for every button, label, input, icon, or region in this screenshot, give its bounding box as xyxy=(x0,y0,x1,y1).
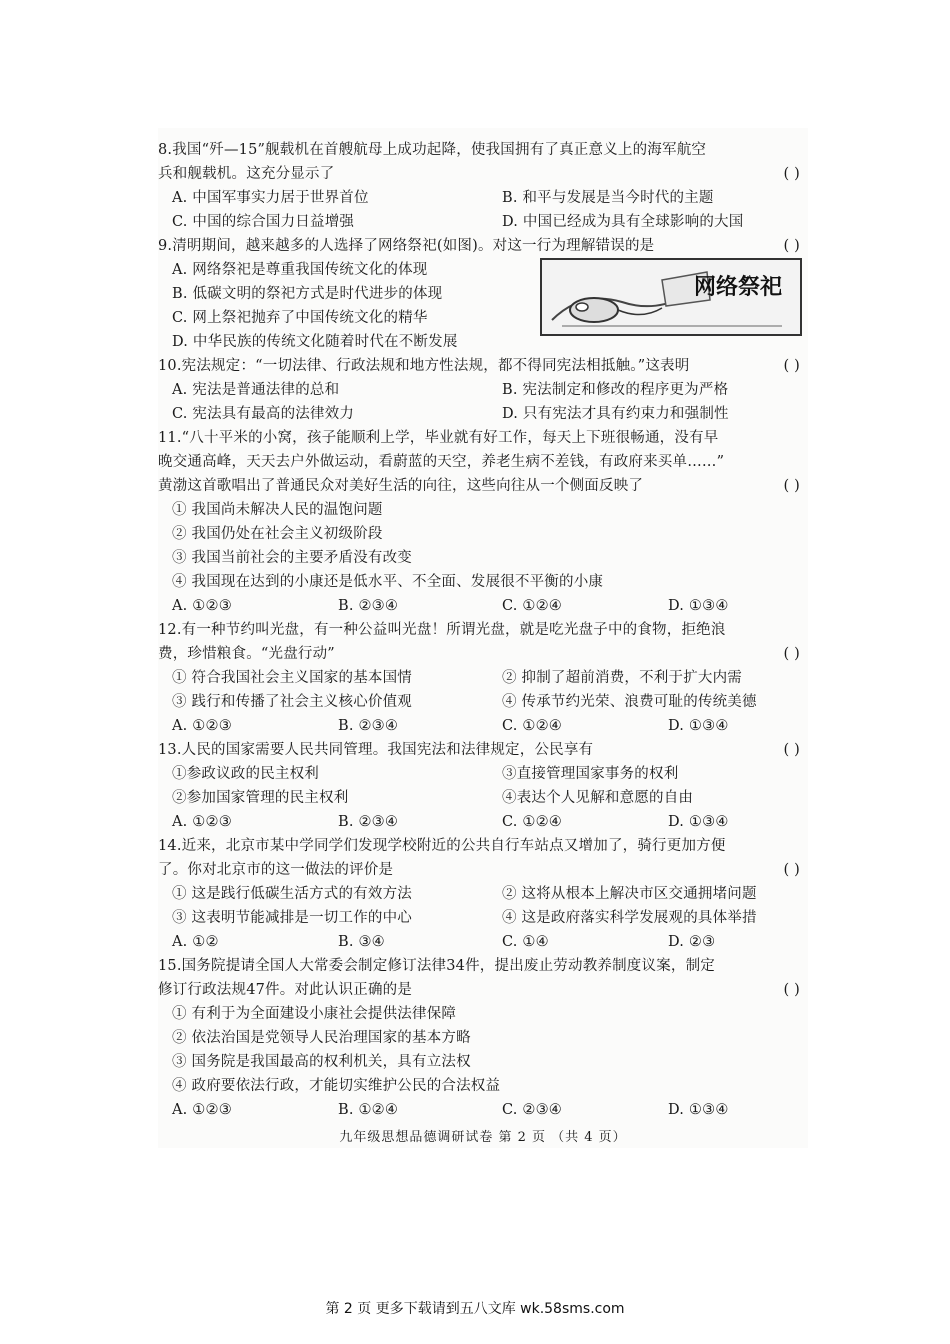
q15-options xyxy=(158,1098,808,1122)
option-c: C. ①②④ xyxy=(502,598,562,614)
option-c: C. ①②④ xyxy=(502,718,562,734)
option-c: C. ②③④ xyxy=(502,1102,562,1118)
q15-item-3 xyxy=(158,1050,808,1074)
q8-stem-line-1: 8.我国“歼—15”舰载机在首艘航母上成功起降，使我国拥有了真正意义上的海军航空 xyxy=(158,142,707,158)
option-b: B. ③④ xyxy=(338,934,385,950)
option-d: D. 只有宪法才具有约束力和强制性 xyxy=(502,406,729,422)
q14-stem-line-1: 14.近来，北京市某中学同学们发现学校附近的公共自行车站点又增加了，骑行更加方便 xyxy=(158,838,726,854)
statement-item: ④ 传承节约光荣、浪费可耻的传统美德 xyxy=(502,694,757,710)
statement-item: ③ 我国当前社会的主要矛盾没有改变 xyxy=(172,550,413,566)
option-a: A. ①②③ xyxy=(172,814,232,830)
online-memorial-illustration xyxy=(540,258,802,336)
q12-options xyxy=(158,714,808,738)
q15-stem-text: 修订行政法规47件。对此认识正确的是 xyxy=(158,982,413,998)
illustration-caption: 网络祭祀 xyxy=(693,275,782,300)
q12-stem-line-2 xyxy=(158,642,808,666)
q8-options-row-1 xyxy=(158,186,808,210)
option-b: B. ②③④ xyxy=(338,814,399,830)
option-c: C. 中国的综合国力日益增强 xyxy=(172,214,355,230)
option-d: D. ①③④ xyxy=(668,814,729,830)
q14-stem-text: 了。你对北京市的这一做法的评价是 xyxy=(158,862,394,878)
answer-paren: ( ) xyxy=(783,478,800,494)
option-d: D. ①③④ xyxy=(668,718,729,734)
q13-stem-text: 13.人民的国家需要人民共同管理。我国宪法和法律规定，公民享有 xyxy=(158,742,594,758)
option-d: D. 中华民族的传统文化随着时代在不断发展 xyxy=(172,334,458,350)
q12-items-row-2 xyxy=(158,690,808,714)
q9-option-a xyxy=(158,258,528,282)
q11-item-2 xyxy=(158,522,808,546)
option-b: B. 和平与发展是当今时代的主题 xyxy=(502,190,714,206)
option-a: A. 网络祭祀是尊重我国传统文化的体现 xyxy=(172,262,428,278)
q15-item-1 xyxy=(158,1002,808,1026)
q13-items-row-2 xyxy=(158,786,808,810)
option-b: B. ②③④ xyxy=(338,598,399,614)
answer-paren: ( ) xyxy=(783,358,800,374)
option-c: C. 网上祭祀抛弃了中国传统文化的精华 xyxy=(172,310,428,326)
statement-item: ① 有利于为全面建设小康社会提供法律保障 xyxy=(172,1006,457,1022)
q14-items-row-2 xyxy=(158,906,808,930)
answer-paren: ( ) xyxy=(783,862,800,878)
q14-items-row-1 xyxy=(158,882,808,906)
option-d: D. ①③④ xyxy=(668,1102,729,1118)
q8-options-row-2 xyxy=(158,210,808,234)
statement-item: ①参政议政的民主权利 xyxy=(172,766,319,782)
scanned-exam-page xyxy=(158,128,808,1148)
statement-item: ② 依法治国是党领导人民治理国家的基本方略 xyxy=(172,1030,471,1046)
statement-item: ③ 践行和传播了社会主义核心价值观 xyxy=(172,694,413,710)
option-d: D. ②③ xyxy=(668,934,716,950)
q11-item-3 xyxy=(158,546,808,570)
q9-option-b xyxy=(158,282,528,306)
statement-item: ② 我国仍处在社会主义初级阶段 xyxy=(172,526,383,542)
q11-stem-line-2: 晚交通高峰，天天去户外做运动，看蔚蓝的天空，养老生病不差钱，有政府来买单……” xyxy=(158,454,725,470)
q14-stem-line-2 xyxy=(158,858,808,882)
option-a: A. 中国军事实力居于世界首位 xyxy=(172,190,369,206)
q10-stem-line-1 xyxy=(158,354,808,378)
option-d: D. ①③④ xyxy=(668,598,729,614)
download-footer: 第 2 页 更多下载请到五八文库 wk.58sms.com xyxy=(325,1301,625,1317)
q12-stem-text: 费，珍惜粮食。“光盘行动” xyxy=(158,646,335,662)
exam-page-footer: 九年级思想品德调研试卷 第 2 页 （共 4 页） xyxy=(339,1130,627,1145)
answer-paren: ( ) xyxy=(783,742,800,758)
q13-items-row-1 xyxy=(158,762,808,786)
statement-item: ②参加国家管理的民主权利 xyxy=(172,790,349,806)
statement-item: ① 符合我国社会主义国家的基本国情 xyxy=(172,670,413,686)
q11-stem-line-1: 11.“八十平米的小窝，孩子能顺利上学，毕业就有好工作，每天上下班很畅通，没有早 xyxy=(158,430,719,446)
option-b: B. 低碳文明的祭祀方式是时代进步的体现 xyxy=(172,286,443,302)
q15-stem-line-2 xyxy=(158,978,808,1002)
option-a: A. ①②③ xyxy=(172,598,232,614)
option-c: C. 宪法具有最高的法律效力 xyxy=(172,406,355,422)
q11-stem-line-3 xyxy=(158,474,808,498)
q9-option-c xyxy=(158,306,528,330)
q12-items-row-1 xyxy=(158,666,808,690)
q15-item-2 xyxy=(158,1026,808,1050)
answer-paren: ( ) xyxy=(783,646,800,662)
statement-item: ③ 国务院是我国最高的权利机关，具有立法权 xyxy=(172,1054,471,1070)
option-b: B. ②③④ xyxy=(338,718,399,734)
statement-item: ③直接管理国家事务的权利 xyxy=(502,766,679,782)
option-c: C. ①②④ xyxy=(502,814,562,830)
q11-options xyxy=(158,594,808,618)
q13-stem-line-1 xyxy=(158,738,808,762)
option-a: A. ①②③ xyxy=(172,718,232,734)
option-a: A. ①②③ xyxy=(172,1102,232,1118)
q10-options-row-1 xyxy=(158,378,808,402)
option-a: A. ①② xyxy=(172,934,219,950)
answer-paren: ( ) xyxy=(783,982,800,998)
q9-stem-line-1 xyxy=(158,234,808,258)
statement-item: ④表达个人见解和意愿的自由 xyxy=(502,790,694,806)
q9-option-d xyxy=(158,330,528,354)
statement-item: ① 这是践行低碳生活方式的有效方法 xyxy=(172,886,413,902)
q8-stem-line-2 xyxy=(158,162,808,186)
statement-item: ④ 我国现在达到的小康还是低水平、不全面、发展很不平衡的小康 xyxy=(172,574,604,590)
q10-stem-text: 10.宪法规定：“一切法律、行政法规和地方性法规，都不得同宪法相抵触。”这表明 xyxy=(158,358,690,374)
q15-stem-line-1: 15.国务院提请全国人大常委会制定修订法律34件，提出废止劳动教养制度议案，制定 xyxy=(158,958,716,974)
option-d: D. 中国已经成为具有全球影响的大国 xyxy=(502,214,744,230)
option-a: A. 宪法是普通法律的总和 xyxy=(172,382,340,398)
statement-item: ③ 这表明节能减排是一切工作的中心 xyxy=(172,910,413,926)
q11-item-1 xyxy=(158,498,808,522)
q13-options xyxy=(158,810,808,834)
q9-stem-text: 9.清明期间，越来越多的人选择了网络祭祀(如图)。对这一行为理解错误的是 xyxy=(158,238,655,254)
option-b: B. ①②④ xyxy=(338,1102,399,1118)
statement-item: ④ 这是政府落实科学发展观的具体举措 xyxy=(502,910,757,926)
q14-options xyxy=(158,930,808,954)
answer-paren: ( ) xyxy=(783,238,800,254)
q12-stem-line-1: 12.有一种节约叫光盘，有一种公益叫光盘！所谓光盘，就是吃光盘子中的食物，拒绝浪 xyxy=(158,622,726,638)
q10-options-row-2 xyxy=(158,402,808,426)
option-b: B. 宪法制定和修改的程序更为严格 xyxy=(502,382,729,398)
answer-paren: ( ) xyxy=(783,166,800,182)
q8-stem-text: 兵和舰载机。这充分显示了 xyxy=(158,166,335,182)
q11-item-4 xyxy=(158,570,808,594)
statement-item: ② 这将从根本上解决市区交通拥堵问题 xyxy=(502,886,757,902)
statement-item: ② 抑制了超前消费，不利于扩大内需 xyxy=(502,670,743,686)
statement-item: ① 我国尚未解决人民的温饱问题 xyxy=(172,502,383,518)
option-c: C. ①④ xyxy=(502,934,549,950)
q11-stem-text: 黄渤这首歌唱出了普通民众对美好生活的向往，这些向往从一个侧面反映了 xyxy=(158,478,644,494)
statement-item: ④ 政府要依法行政，才能切实维护公民的合法权益 xyxy=(172,1078,501,1094)
q15-item-4 xyxy=(158,1074,808,1098)
